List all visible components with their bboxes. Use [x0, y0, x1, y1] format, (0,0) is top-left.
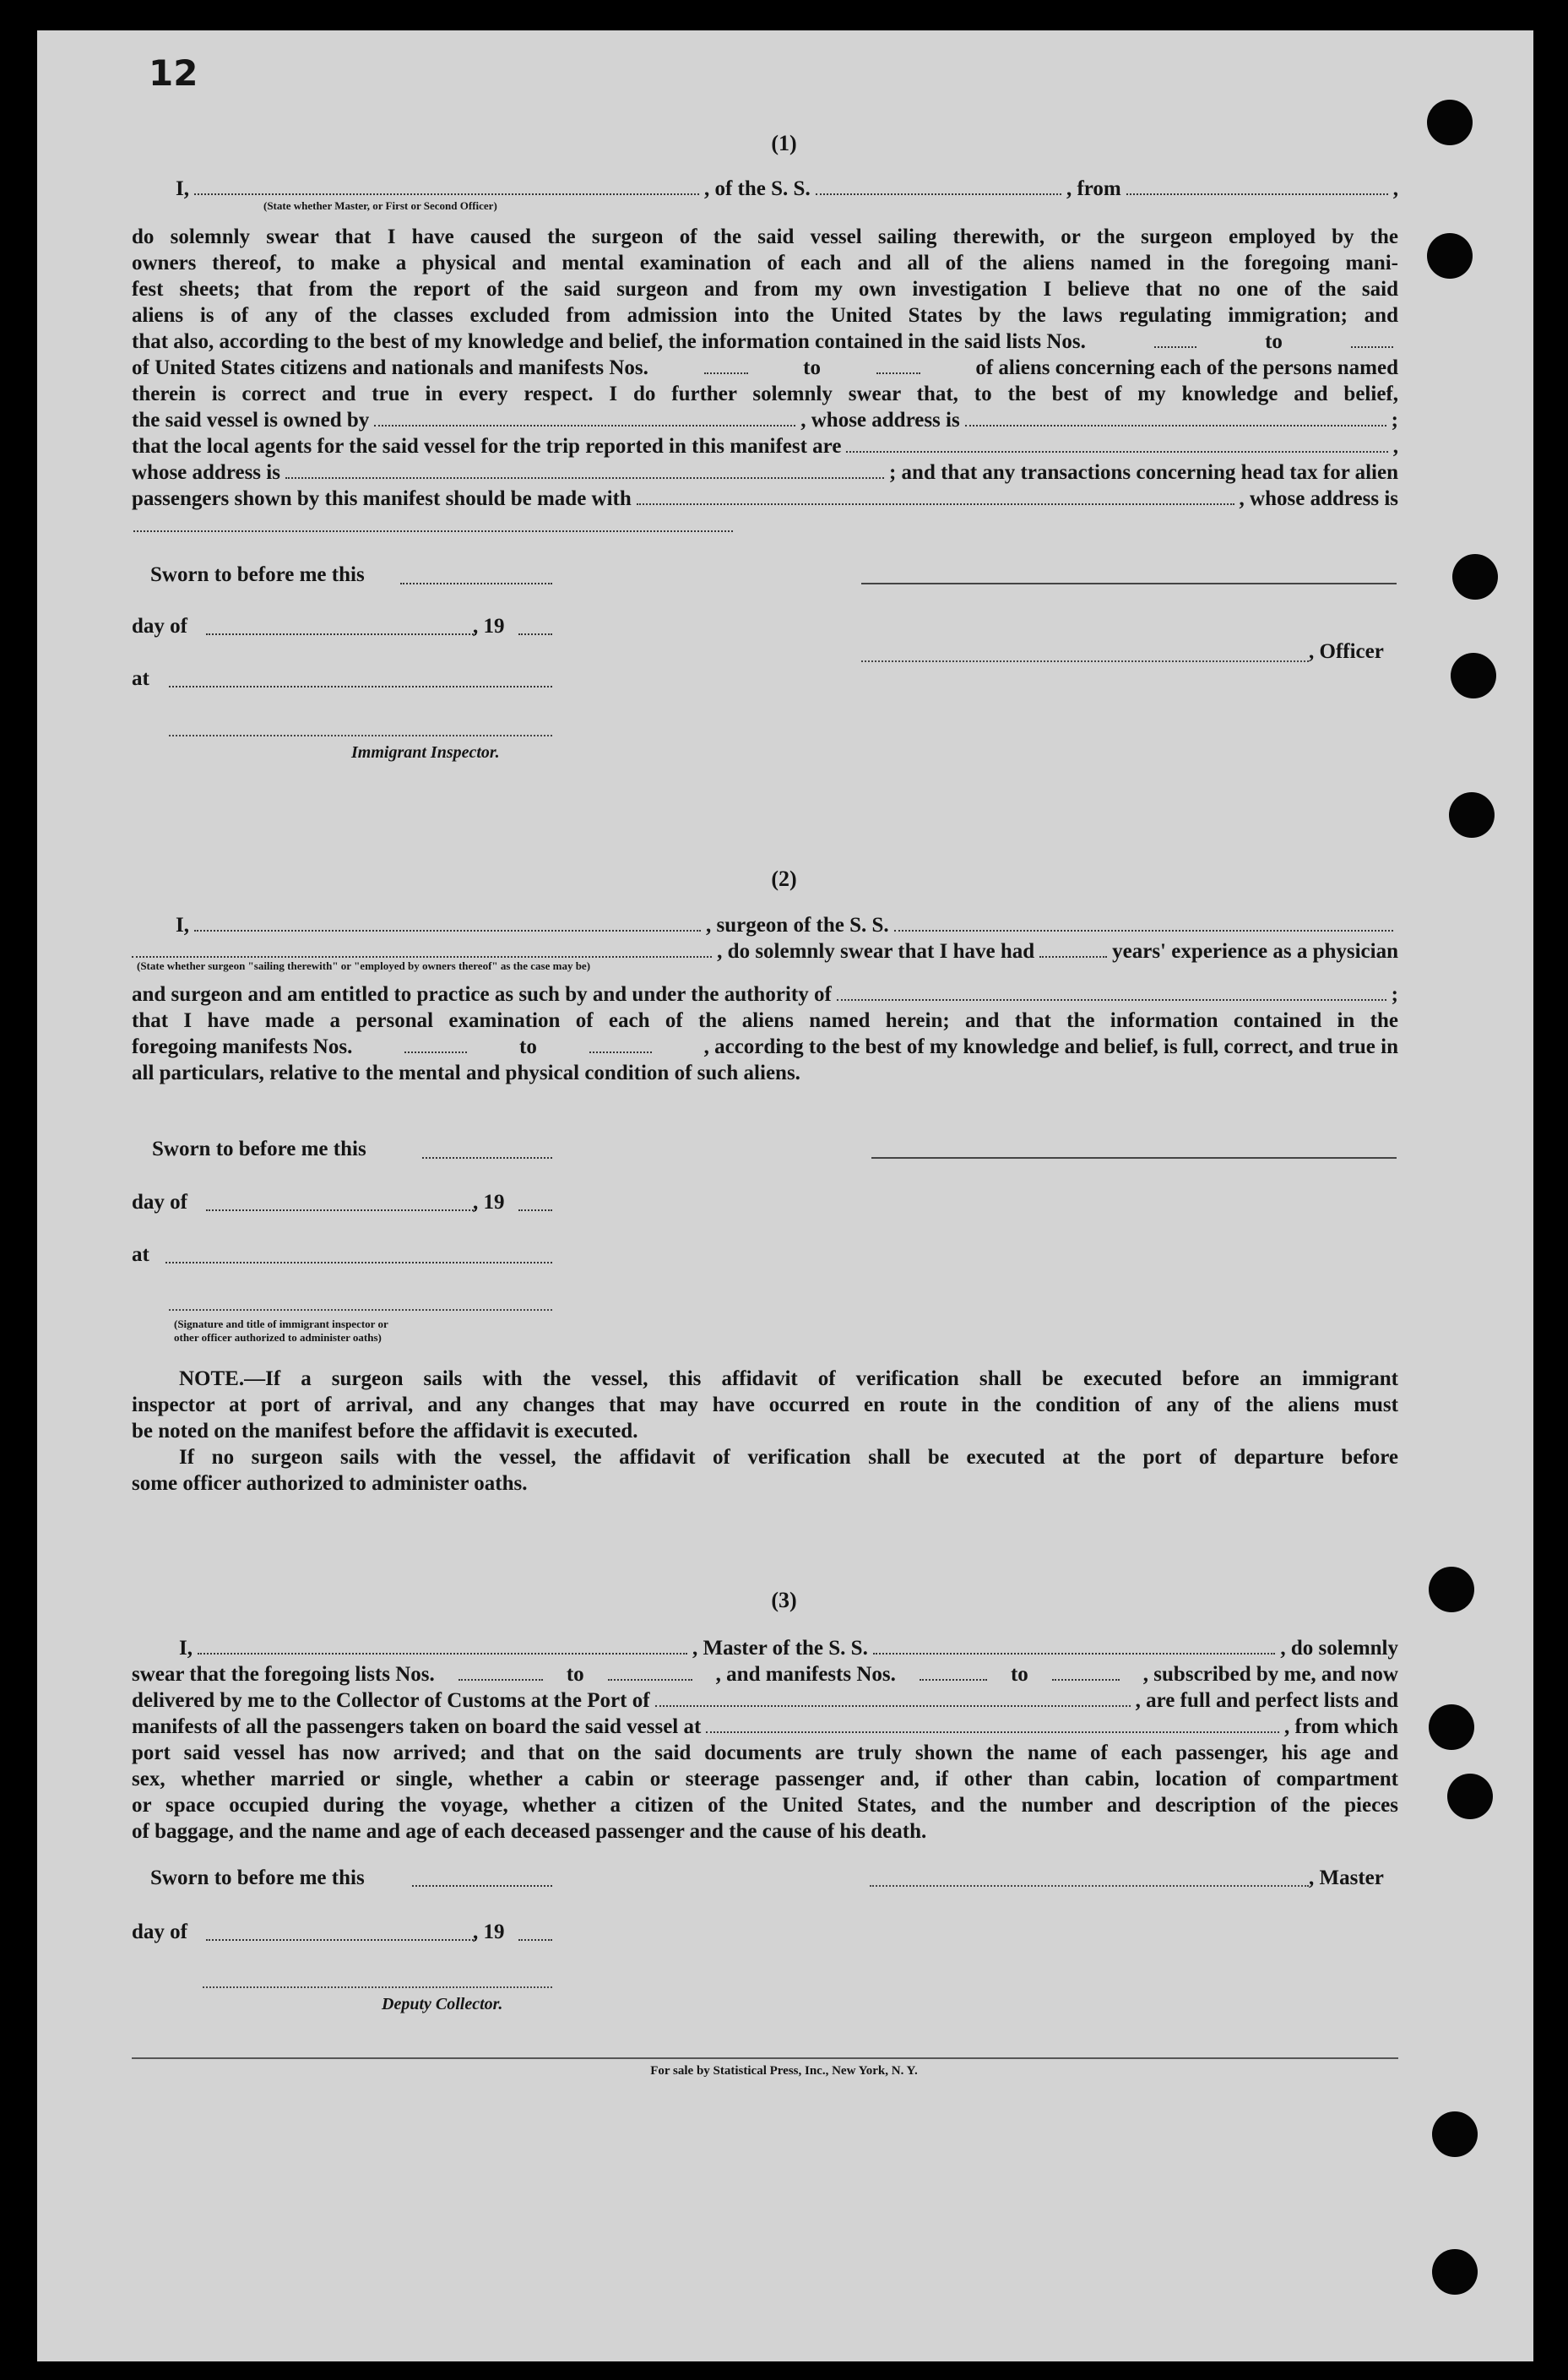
citizen-list-to-field[interactable] — [1351, 340, 1393, 348]
head-tax-party-field[interactable] — [637, 497, 1234, 505]
master-signature-line[interactable] — [870, 1885, 1309, 1887]
port-of-arrival-field[interactable] — [655, 1698, 1131, 1707]
master-name-field[interactable] — [198, 1646, 687, 1655]
month-field[interactable] — [206, 1939, 476, 1941]
years-experience-field[interactable] — [1039, 949, 1107, 958]
punch-hole — [1432, 2111, 1478, 2157]
punch-hole — [1447, 1774, 1493, 1819]
year-label: , 19 — [473, 615, 505, 638]
deputy-caption: Deputy Collector. — [382, 1995, 503, 2013]
section-1-body: do solemnly swear that I have caused the surgeon of the said vessel sailing therewith, or the surgeon employed by the owners thereof, to make a physical and mental examination of each and all of the aliens named in the foregoing mani- fest sheets; that from the report of the said surgeon and from my own investigation I believe that no one of the said aliens is of any of the classes excluded from admission into the United States by the laws regulating immigration; and that also, according to the best of my knowledge and belief, the information contained in the said lists Nos. to of United States citizens and nationals and manifests Nos. to of aliens concerning each of the persons named therein is correct and true in every respect. I do further solemnly swear that, to the best of my knowledge and belief, the said vessel is owned by , whose address is ; that the local agents for the said vessel for the trip reported in this manifest are , whose address is ; and that any transactions concerning head tax for alien passengers shown by this manifest should be made with , whose address is — [132, 226, 1398, 510]
sworn-date-field[interactable] — [412, 1885, 552, 1887]
deputy-signature-line[interactable] — [203, 1986, 552, 1988]
punch-hole — [1451, 653, 1496, 698]
lists-to-field[interactable] — [608, 1672, 692, 1681]
inspector-caption: Immigrant Inspector. — [351, 743, 500, 762]
master-vessel-field[interactable] — [873, 1646, 1276, 1655]
year-label: , 19 — [473, 1191, 505, 1214]
inspector-signature-line[interactable] — [169, 735, 552, 736]
punch-hole — [1432, 2249, 1478, 2295]
citizen-list-from-field[interactable] — [1154, 340, 1196, 348]
sworn-date-field[interactable] — [422, 1157, 552, 1159]
agents-address-field[interactable] — [285, 470, 884, 479]
section-2-number: (2) — [771, 867, 797, 891]
footer-imprint: For sale by Statistical Press, Inc., New York, N. Y. — [650, 2064, 918, 2078]
witness-signature-line[interactable] — [169, 1309, 552, 1311]
alien-manifest-from-field[interactable] — [704, 366, 748, 374]
local-agents-field[interactable] — [846, 444, 1387, 453]
owner-address-field[interactable] — [965, 418, 1386, 427]
head-tax-address-field[interactable] — [133, 530, 733, 532]
authority-field[interactable] — [837, 992, 1386, 1001]
place-field[interactable] — [169, 686, 552, 687]
section-3-body: I, , Master of the S. S. , do solemnly swear that the foregoing lists Nos. to , and manifests Nos. to , subscribed by me, and now delivered by me to the Collector of Customs at the Port of , are full and perfect lists and manifests of all the passengers taken on board the said vessel at , from which port said vessel has now arrived; and that on the said documents are truly shown the name of each passenger, his age and sex, whether married or single, whether a cabin or steerage passenger and, if other than cabin, location of compartment or space occupied during the voyage, whether a citizen of the United States, and the number and description of the pieces of baggage, and the name and age of each deceased passenger and the cause of his death. — [132, 1637, 1398, 1843]
officer-rank-note: (State whether Master, or First or Second Officer) — [263, 199, 497, 212]
day-of-label: day of — [132, 615, 187, 638]
officer-title-line[interactable] — [861, 660, 1309, 662]
punch-hole — [1429, 1704, 1474, 1750]
at-label: at — [132, 1243, 149, 1266]
port-from-field[interactable] — [1126, 187, 1388, 195]
section-1-number: (1) — [771, 131, 797, 155]
sworn-label: Sworn to before me this — [150, 563, 365, 586]
punch-hole — [1452, 554, 1498, 600]
officer-label: , Officer — [1309, 640, 1384, 663]
surgeon-vessel-field[interactable] — [894, 923, 1393, 932]
sworn-date-field[interactable] — [400, 583, 552, 584]
officer-rank-field[interactable] — [194, 187, 699, 195]
manifests-from-field[interactable] — [920, 1672, 987, 1681]
surgeon-status-note: (State whether surgeon "sailing therewith" or "employed by owners thereof" as the case may be) — [137, 959, 591, 972]
section-2-body: I, , surgeon of the S. S. , do solemnly swear that I have had years' experience as a physician (State whether surgeon "sailing therewith" or "employed by owners thereof" as the case may be) and surgeon and am entitled to practice as such by and under the authority of ; that I have made a personal examination of each of the aliens named herein; and that the information contained in the foregoing manifests Nos. to , according to the best of my knowledge and belief, is full, correct, and true in all particulars, relative to the mental and physical condition of such aliens. — [132, 914, 1398, 1084]
vessel-name-field[interactable] — [816, 187, 1061, 195]
sworn-label: Sworn to before me this — [150, 1867, 365, 1889]
manifest-to-field[interactable] — [589, 1045, 652, 1053]
lists-from-field[interactable] — [458, 1672, 543, 1681]
surgeon-name-field[interactable] — [194, 923, 701, 932]
witness-note-2: other officer authorized to administer oaths) — [174, 1331, 382, 1344]
at-label: at — [132, 667, 149, 690]
place-field[interactable] — [165, 1262, 552, 1263]
section-3-number: (3) — [771, 1588, 797, 1612]
note-block: NOTE.—If a surgeon sails with the vessel, this affidavit of verification shall be executed before an immigrant inspector at port of arrival, and any changes that may have occurred en route in the condition of any of the aliens must be noted on the manifest before the affidavit is executed. If no surgeon sails with the vessel, the affidavit of verification shall be executed at the port of departure before some officer authorized to administer oaths. — [132, 1367, 1398, 1495]
port-of-departure-field[interactable] — [706, 1725, 1279, 1733]
month-field[interactable] — [206, 1209, 476, 1211]
manifest-from-field[interactable] — [404, 1045, 467, 1053]
section-1-line-1: I, , of the S. S. , from , (State whether Master, or First or Second Officer) — [176, 177, 1398, 212]
year-label: , 19 — [473, 1921, 505, 1943]
footer-rule — [132, 2057, 1398, 2059]
surgeon-status-field[interactable] — [132, 949, 712, 958]
year-field[interactable] — [518, 1209, 552, 1211]
manifests-to-field[interactable] — [1052, 1672, 1120, 1681]
page-mark: 12 — [149, 52, 198, 94]
note-label: NOTE. — [179, 1367, 245, 1390]
day-of-label: day of — [132, 1191, 187, 1214]
witness-note-1: (Signature and title of immigrant inspector or — [174, 1318, 388, 1330]
sworn-label: Sworn to before me this — [152, 1138, 366, 1160]
month-field[interactable] — [206, 633, 476, 635]
surgeon-signature-line[interactable] — [871, 1157, 1397, 1159]
year-field[interactable] — [518, 633, 552, 635]
alien-manifest-to-field[interactable] — [876, 366, 920, 374]
punch-hole — [1449, 792, 1495, 838]
master-label: , Master — [1309, 1867, 1384, 1889]
officer-signature-line[interactable] — [861, 583, 1397, 584]
day-of-label: day of — [132, 1921, 187, 1943]
year-field[interactable] — [518, 1939, 552, 1941]
punch-hole — [1427, 233, 1473, 279]
vessel-owner-field[interactable] — [374, 418, 795, 427]
